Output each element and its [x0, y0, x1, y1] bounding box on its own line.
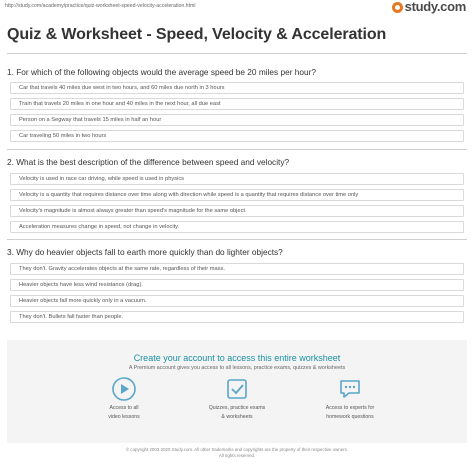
- cta-subtitle: A Premium account gives you access to all lessons, practice exams, quizzes & worksheets: [128, 365, 346, 371]
- option-label: Train that travels 20 miles in one hour and 40 miles in the next hour, all due east: [19, 101, 221, 107]
- question-3-text: 3. Why do heavier objects fall to earth more quickly than do lighter objects?: [7, 247, 283, 257]
- question-1-option-d[interactable]: [10, 130, 464, 142]
- title-divider: [7, 53, 467, 54]
- option-label: Car that travels 40 miles due west in two hours, and 60 miles due north in 3 hours: [19, 85, 225, 91]
- feature-quizzes: [192, 376, 282, 421]
- option-label: They don't. Gravity accelerates objects at the same rate, regardless of their mass.: [19, 266, 225, 272]
- question-2-option-b[interactable]: [10, 189, 464, 201]
- option-label: They don't. Bullets fall faster than people.: [19, 314, 124, 320]
- question-3-option-b[interactable]: [10, 279, 464, 291]
- copyright-footer: [0, 447, 474, 459]
- option-label: Heavier objects have less wind resistance (drag).: [19, 282, 143, 288]
- page-title: Quiz & Worksheet - Speed, Velocity & Acceleration: [7, 26, 387, 43]
- copyright-line2: All rights reserved.: [218, 453, 256, 458]
- option-label: Velocity is used in race car driving, while speed is used in physics: [19, 176, 185, 182]
- page-header: [0, 0, 474, 14]
- page-url: http://study.com/academy/practice/quiz-worksheet-speed-velocity-acceleration.html: [5, 3, 196, 9]
- feature-label-line2: video lessons: [108, 414, 140, 421]
- quiz-icon: [224, 376, 250, 402]
- question-divider: [7, 239, 467, 240]
- question-3-option-a[interactable]: [10, 263, 464, 275]
- option-label: Person on a Segway that travels 15 miles in half an hour: [19, 117, 162, 123]
- question-2-option-c[interactable]: [10, 205, 464, 217]
- study-logo-text: study.com: [404, 0, 466, 14]
- feature-experts: [305, 376, 395, 421]
- option-label: Acceleration measures change in speed, not change in velocity.: [19, 224, 180, 230]
- copyright-line1: © copyright 2003-2020 Study.com. All other trademarks and copyrights are the property of their respective owners.: [125, 447, 349, 452]
- question-1-option-b[interactable]: [10, 98, 464, 110]
- option-label: Velocity is a quantity that requires distance over time along with direction while speed is a quantity that requires distance over time only: [19, 192, 359, 198]
- question-2-option-a[interactable]: [10, 173, 464, 185]
- feature-label-line2: & worksheets: [221, 414, 253, 421]
- question-2-option-d[interactable]: [10, 221, 464, 233]
- question-divider: [7, 149, 467, 150]
- question-2-text: 2. What is the best description of the difference between speed and velocity?: [7, 157, 290, 167]
- feature-label-line1: Access to all: [109, 405, 139, 411]
- option-label: Car traveling 50 miles in two hours: [19, 133, 107, 139]
- question-3-option-c[interactable]: [10, 295, 464, 307]
- cta-title[interactable]: Create your account to access this entire worksheet: [133, 353, 341, 363]
- option-label: Velocity's magnitude is almost always greater than speed's magnitude for the same object.: [19, 208, 247, 214]
- premium-cta-panel: [7, 340, 467, 443]
- question-3-option-d[interactable]: [10, 311, 464, 323]
- question-1-option-c[interactable]: [10, 114, 464, 126]
- video-icon: [111, 376, 137, 402]
- question-1-text: 1. For which of the following objects would the average speed be 20 miles per hour?: [7, 67, 317, 77]
- expert-icon: [337, 376, 363, 402]
- study-logo[interactable]: [392, 1, 466, 13]
- feature-label-line1: Access to experts for: [325, 405, 375, 411]
- feature-video-lessons: [79, 376, 169, 421]
- study-logo-icon: [392, 2, 403, 13]
- feature-label-line2: homework questions: [326, 414, 374, 421]
- option-label: Heavier objects fall more quickly only in a vacuum.: [19, 298, 147, 304]
- question-1-option-a[interactable]: [10, 82, 464, 94]
- feature-label-line1: Quizzes, practice exams: [208, 405, 266, 411]
